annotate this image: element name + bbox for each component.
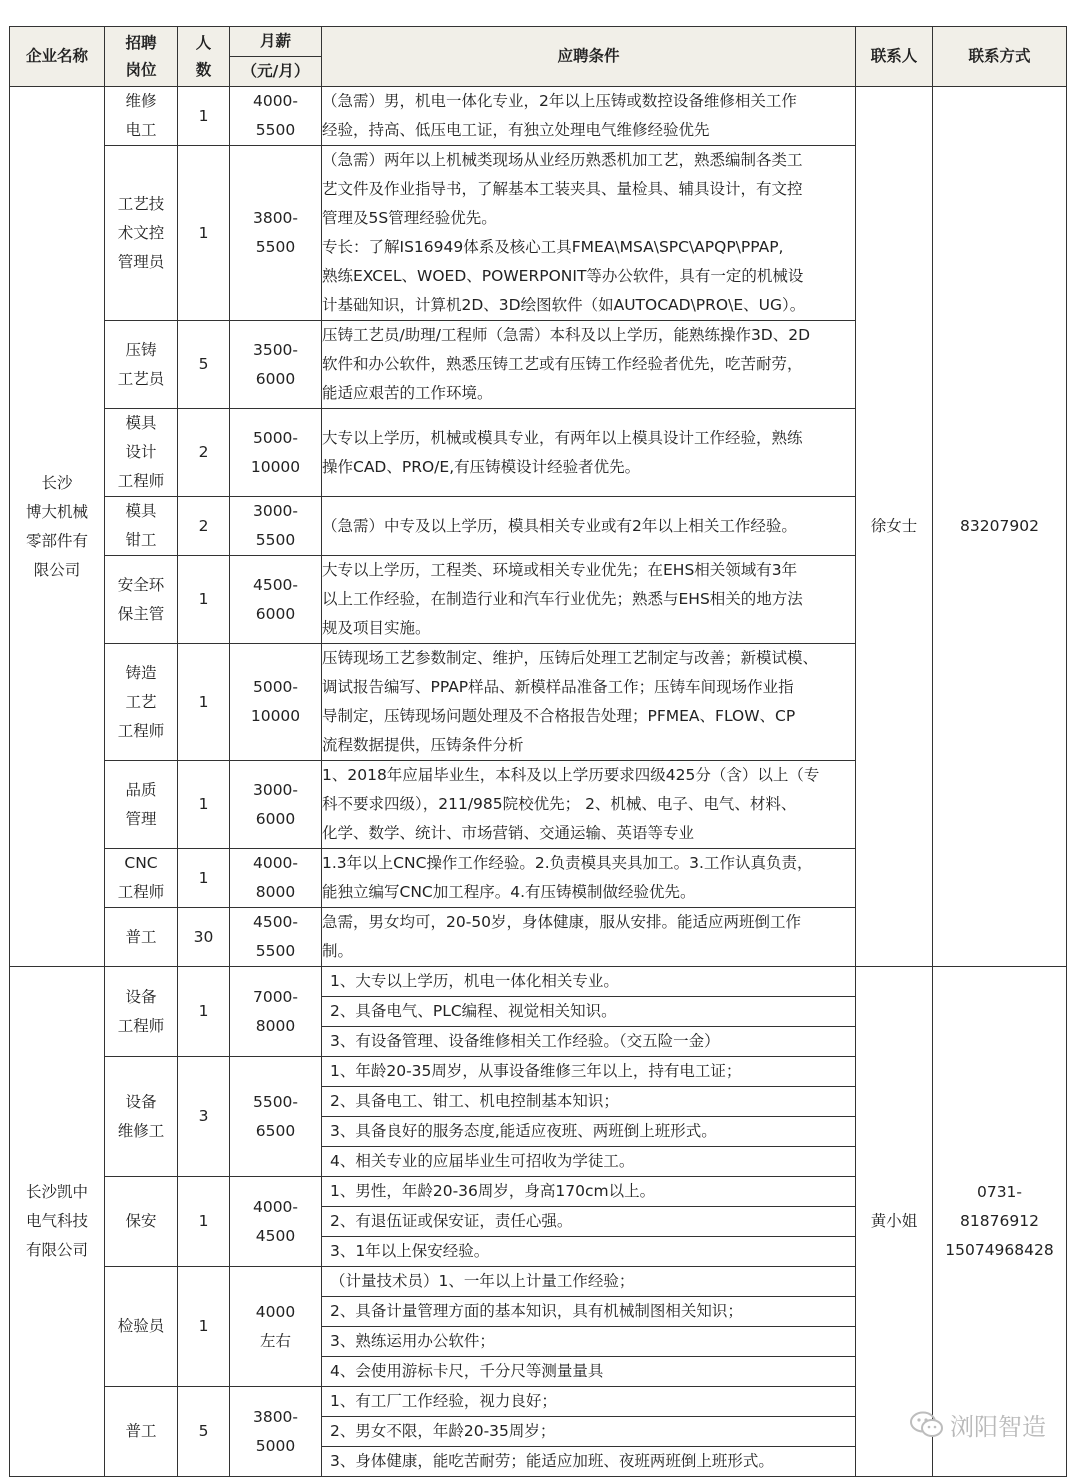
job-salary xyxy=(230,644,322,761)
text-line: 电工 xyxy=(125,121,157,139)
text-line: 检验员 xyxy=(117,1317,165,1335)
header-position: 招聘 岗位 xyxy=(105,27,178,87)
job-conditions xyxy=(322,1387,856,1477)
job-salary xyxy=(230,1177,322,1267)
job-salary xyxy=(230,146,322,321)
condition-line: 1、男性，年龄20-36周岁，身高170cm以上。 xyxy=(330,1182,656,1200)
text-line: 模具 xyxy=(125,502,157,520)
text-line: CNC xyxy=(124,854,158,872)
text-line: 6000 xyxy=(255,604,296,623)
job-count: 1 xyxy=(178,1177,230,1267)
job-salary xyxy=(230,1057,322,1177)
recruitment-table xyxy=(9,26,1067,1477)
condition-line: （急需）男，机电一体化专业，2年以上压铸或数控设备维修相关工作 xyxy=(322,92,797,110)
text-line: 6500 xyxy=(255,1121,296,1140)
text-line: 3000- xyxy=(252,502,299,520)
job-count: 1 xyxy=(178,849,230,908)
text-line: 工程师 xyxy=(117,721,165,740)
job-conditions xyxy=(322,146,856,321)
job-conditions xyxy=(322,1057,856,1177)
job-position xyxy=(105,908,178,967)
header-salary-bottom: （元/月） xyxy=(230,56,321,86)
text-line: 0731- xyxy=(976,1183,1023,1201)
condition-line: 经验，持高、低压电工证，有独立处理电气维修经验优先 xyxy=(322,121,710,139)
text-line: 4000 xyxy=(255,1302,296,1321)
header-salary-top: 月薪 xyxy=(259,32,291,50)
company-name xyxy=(10,967,105,1477)
text-line: 4500 xyxy=(255,1226,296,1245)
text-line: 4500- xyxy=(252,913,299,931)
job-conditions xyxy=(322,761,856,849)
condition-line: 调试报告编写、PPAP样品、新模样品准备工作；压铸车间现场作业指 xyxy=(322,678,794,696)
condition-line: 1.3年以上CNC操作工作经验。2.负责模具夹具加工。3.工作认真负责， xyxy=(322,854,813,872)
job-position xyxy=(105,409,178,497)
job-count: 2 xyxy=(178,497,230,556)
text-line: 81876912 xyxy=(960,1212,1039,1230)
job-salary xyxy=(230,1267,322,1387)
job-count: 1 xyxy=(178,146,230,321)
job-count: 1 xyxy=(178,1267,230,1387)
condition-line: （急需）中专及以上学历，模具相关专业或有2年以上相关工作经验。 xyxy=(322,516,797,535)
condition-line: 2、具备计量管理方面的基本知识，具有机械制图相关知识； xyxy=(322,1296,855,1326)
header-contact: 联系人 xyxy=(856,27,933,87)
text-line: 3500- xyxy=(252,340,299,359)
job-count: 5 xyxy=(178,1387,230,1477)
text-line: 电气科技 xyxy=(25,1212,88,1230)
text-line: 维修工 xyxy=(117,1121,165,1140)
text-line: 普工 xyxy=(125,1422,157,1440)
job-position xyxy=(105,146,178,321)
job-count: 1 xyxy=(178,644,230,761)
text-line: 7000- xyxy=(252,987,299,1006)
text-line: 3000- xyxy=(252,780,299,799)
text-line: 10000 xyxy=(250,457,301,476)
job-conditions xyxy=(322,1177,856,1267)
condition-line: 艺文件及作业指导书，了解基本工装夹具、量检具、辅具设计，有文控 xyxy=(322,180,803,198)
job-salary xyxy=(230,87,322,146)
text-line: 品质 xyxy=(125,780,157,799)
text-line: 5000- xyxy=(252,678,299,696)
header-conditions: 应聘条件 xyxy=(322,27,856,87)
text-line: 普工 xyxy=(125,927,157,946)
job-salary xyxy=(230,1387,322,1477)
text-line: 设备 xyxy=(125,987,157,1006)
job-position xyxy=(105,1177,178,1267)
text-line: 有限公司 xyxy=(25,1241,88,1259)
contact-phone xyxy=(933,87,1067,967)
table-row xyxy=(10,967,1067,1057)
text-line: 5500 xyxy=(255,121,296,139)
job-count: 3 xyxy=(178,1057,230,1177)
text-line: 钳工 xyxy=(125,531,157,549)
job-position xyxy=(105,1267,178,1387)
condition-line: 3、1年以上保安经验。 xyxy=(322,1236,855,1266)
text-line: 限公司 xyxy=(33,560,81,579)
contact-person: 黄小姐 xyxy=(856,967,933,1477)
text-line: 工程师 xyxy=(117,1016,165,1035)
condition-line: 以上工作经验，在制造行业和汽车行业优先；熟悉与EHS相关的地方法 xyxy=(322,590,803,608)
condition-line: 熟练EXCEL、WOED、POWERPONIT等办公软件，具有一定的机械设 xyxy=(322,267,804,285)
job-count: 30 xyxy=(178,908,230,967)
condition-line: 急需，男女均可，20-50岁，身体健康，服从安排。能适应两班倒工作 xyxy=(322,913,802,931)
text-line: 4000- xyxy=(252,1197,299,1216)
condition-line: 2、具备电气、PLC编程、视觉相关知识。 xyxy=(322,996,855,1026)
job-conditions xyxy=(322,409,856,497)
contact-phone xyxy=(933,967,1067,1477)
job-salary xyxy=(230,409,322,497)
job-salary xyxy=(230,908,322,967)
text-line: 博大机械 xyxy=(25,502,88,521)
text-line: 5500 xyxy=(255,942,296,960)
header-row xyxy=(10,27,1067,87)
job-position xyxy=(105,87,178,146)
condition-line: 3、有设备管理、设备维修相关工作经验。（交五险一金） xyxy=(322,1026,855,1056)
job-position xyxy=(105,967,178,1057)
job-count: 5 xyxy=(178,321,230,409)
job-salary xyxy=(230,321,322,409)
job-conditions xyxy=(322,967,856,1057)
job-count: 2 xyxy=(178,409,230,497)
text-line: 15074968428 xyxy=(945,1241,1054,1259)
condition-line: 专长：了解IS16949体系及核心工具FMEA\MSA\SPC\APQP\PPAP, xyxy=(322,238,784,256)
text-line: 4000- xyxy=(252,92,299,110)
condition-line: 能适应艰苦的工作环境。 xyxy=(322,384,493,402)
condition-line: 2、具备电工、钳工、机电控制基本知识； xyxy=(322,1086,855,1116)
condition-line: 3、身体健康，能吃苦耐劳；能适应加班、夜班两班倒上班形式。 xyxy=(322,1446,855,1476)
condition-line: 导制定，压铸现场问题处理及不合格报告处理；PFMEA、FLOW、CP xyxy=(322,707,796,725)
condition-line: 压铸工艺员/助理/工程师（急需）本科及以上学历，能熟练操作3D、2D xyxy=(322,326,811,344)
condition-line: 大专以上学历，机械或模具专业，有两年以上模具设计工作经验，熟练 xyxy=(322,428,803,447)
text-line: 6000 xyxy=(255,809,296,828)
condition-line: 计基础知识，计算机2D、3D绘图软件（如AUTOCAD\PRO\E、UG）。 xyxy=(322,296,806,314)
condition-line: 操作CAD、PRO/E,有压铸模设计经验者优先。 xyxy=(322,457,641,476)
text-line: 4000- xyxy=(252,854,299,872)
text-line: 零部件有 xyxy=(25,531,88,550)
text-line: 术文控 xyxy=(117,223,165,242)
text-line: 8000 xyxy=(255,1016,296,1035)
text-line: 5500 xyxy=(255,238,296,256)
condition-line: 4、相关专业的应届毕业生可招收为学徒工。 xyxy=(322,1146,855,1176)
job-position xyxy=(105,644,178,761)
header-phone: 联系方式 xyxy=(933,27,1067,87)
text-line: 3800- xyxy=(252,209,299,227)
text-line: 设备 xyxy=(125,1092,157,1111)
job-salary xyxy=(230,849,322,908)
text-line: 工程师 xyxy=(117,472,165,490)
text-line: 10000 xyxy=(250,707,301,725)
condition-line: 化学、数学、统计、市场营销、交通运输、英语等专业 xyxy=(322,824,695,842)
text-line: 安全环 xyxy=(117,575,165,594)
job-salary xyxy=(230,967,322,1057)
job-salary xyxy=(230,556,322,644)
text-line: 6000 xyxy=(255,369,296,388)
text-line: 设计 xyxy=(125,443,157,461)
condition-line: 制。 xyxy=(322,942,354,960)
text-line: 3800- xyxy=(252,1407,299,1426)
condition-line: 大专以上学历，工程类、环境或相关专业优先；在EHS相关领域有3年 xyxy=(322,561,798,579)
text-line: 管理员 xyxy=(117,252,165,271)
text-line: 保主管 xyxy=(117,604,165,623)
condition-line: 4、会使用游标卡尺，千分尺等测量量具 xyxy=(322,1356,855,1386)
text-line: 压铸 xyxy=(125,340,157,359)
text-line: 模具 xyxy=(125,414,157,432)
condition-line: 规及项目实施。 xyxy=(322,619,431,637)
job-count: 1 xyxy=(178,556,230,644)
job-conditions xyxy=(322,321,856,409)
text-line: 工艺 xyxy=(125,692,157,711)
text-line: 长沙 xyxy=(41,473,73,492)
job-count: 1 xyxy=(178,761,230,849)
condition-line: 2、有退伍证或保安证，责任心强。 xyxy=(322,1206,855,1236)
condition-line: 3、具备良好的服务态度,能适应夜班、两班倒上班形式。 xyxy=(322,1116,855,1146)
text-line: 8000 xyxy=(255,883,296,901)
condition-line: 1、年龄20-35周岁，从事设备维修三年以上，持有电工证； xyxy=(330,1062,742,1080)
text-line: 铸造 xyxy=(125,663,157,682)
job-position xyxy=(105,321,178,409)
table-body xyxy=(10,87,1067,1477)
watermark-text: 浏阳智造 xyxy=(950,1413,1046,1441)
text-line: 维修 xyxy=(125,92,157,110)
text-line: 管理 xyxy=(125,809,157,828)
job-position xyxy=(105,1057,178,1177)
text-line: 长沙凯中 xyxy=(25,1183,88,1201)
text-line: 5000 xyxy=(255,1436,296,1455)
table-row xyxy=(10,87,1067,146)
text-line: 5000- xyxy=(252,428,299,447)
job-count: 1 xyxy=(178,87,230,146)
job-position xyxy=(105,1387,178,1477)
job-count: 1 xyxy=(178,967,230,1057)
watermark xyxy=(910,1407,1046,1442)
condition-line: 管理及5S管理经验优先。 xyxy=(322,209,497,227)
condition-line: 1、有工厂工作经验，视力良好； xyxy=(330,1392,557,1410)
text-line: 工艺技 xyxy=(117,194,165,213)
condition-line: 2、男女不限，年龄20-35周岁； xyxy=(322,1416,855,1446)
condition-line: 1、大专以上学历，机电一体化相关专业。 xyxy=(330,972,619,990)
job-position xyxy=(105,497,178,556)
job-salary xyxy=(230,761,322,849)
condition-line: （急需）两年以上机械类现场从业经历熟悉机加工艺，熟悉编制各类工 xyxy=(322,151,803,169)
header-count: 人 数 xyxy=(178,27,230,87)
condition-line: 压铸现场工艺参数制定、维护，压铸后处理工艺制定与改善；新模试模、 xyxy=(322,649,819,667)
condition-line: 能独立编写CNC加工程序。4.有压铸模制做经验优先。 xyxy=(322,883,696,901)
text-line: 5500 xyxy=(255,531,296,549)
condition-line: 3、熟练运用办公软件； xyxy=(322,1326,855,1356)
job-conditions xyxy=(322,849,856,908)
job-conditions xyxy=(322,1267,856,1387)
job-conditions xyxy=(322,556,856,644)
text-line: 83207902 xyxy=(960,517,1039,535)
condition-line: 科不要求四级），211/985院校优先； 2、机械、电子、电气、材料、 xyxy=(322,795,797,813)
text-line: 工艺员 xyxy=(117,369,165,388)
text-line: 保安 xyxy=(125,1212,157,1230)
job-position xyxy=(105,849,178,908)
text-line: 工程师 xyxy=(117,883,165,901)
text-line: 5500- xyxy=(252,1092,299,1111)
company-name xyxy=(10,87,105,967)
job-conditions xyxy=(322,87,856,146)
text-line: 4500- xyxy=(252,575,299,594)
job-position xyxy=(105,556,178,644)
contact-person: 徐女士 xyxy=(856,87,933,967)
job-conditions xyxy=(322,497,856,556)
header-company: 企业名称 xyxy=(10,27,105,87)
header-salary xyxy=(230,27,322,87)
job-conditions xyxy=(322,908,856,967)
condition-line: 流程数据提供，压铸条件分析 xyxy=(322,736,524,754)
condition-line: 软件和办公软件，熟悉压铸工艺或有压铸工作经验者优先，吃苦耐劳， xyxy=(322,355,803,373)
job-salary xyxy=(230,497,322,556)
job-position xyxy=(105,761,178,849)
condition-line: 1、2018年应届毕业生，本科及以上学历要求四级425分（含）以上（专 xyxy=(322,766,820,784)
text-line: 左右 xyxy=(259,1331,291,1350)
condition-line: （计量技术员）1、一年以上计量工作经验； xyxy=(330,1272,635,1290)
wechat-icon xyxy=(910,1411,944,1439)
job-conditions xyxy=(322,644,856,761)
